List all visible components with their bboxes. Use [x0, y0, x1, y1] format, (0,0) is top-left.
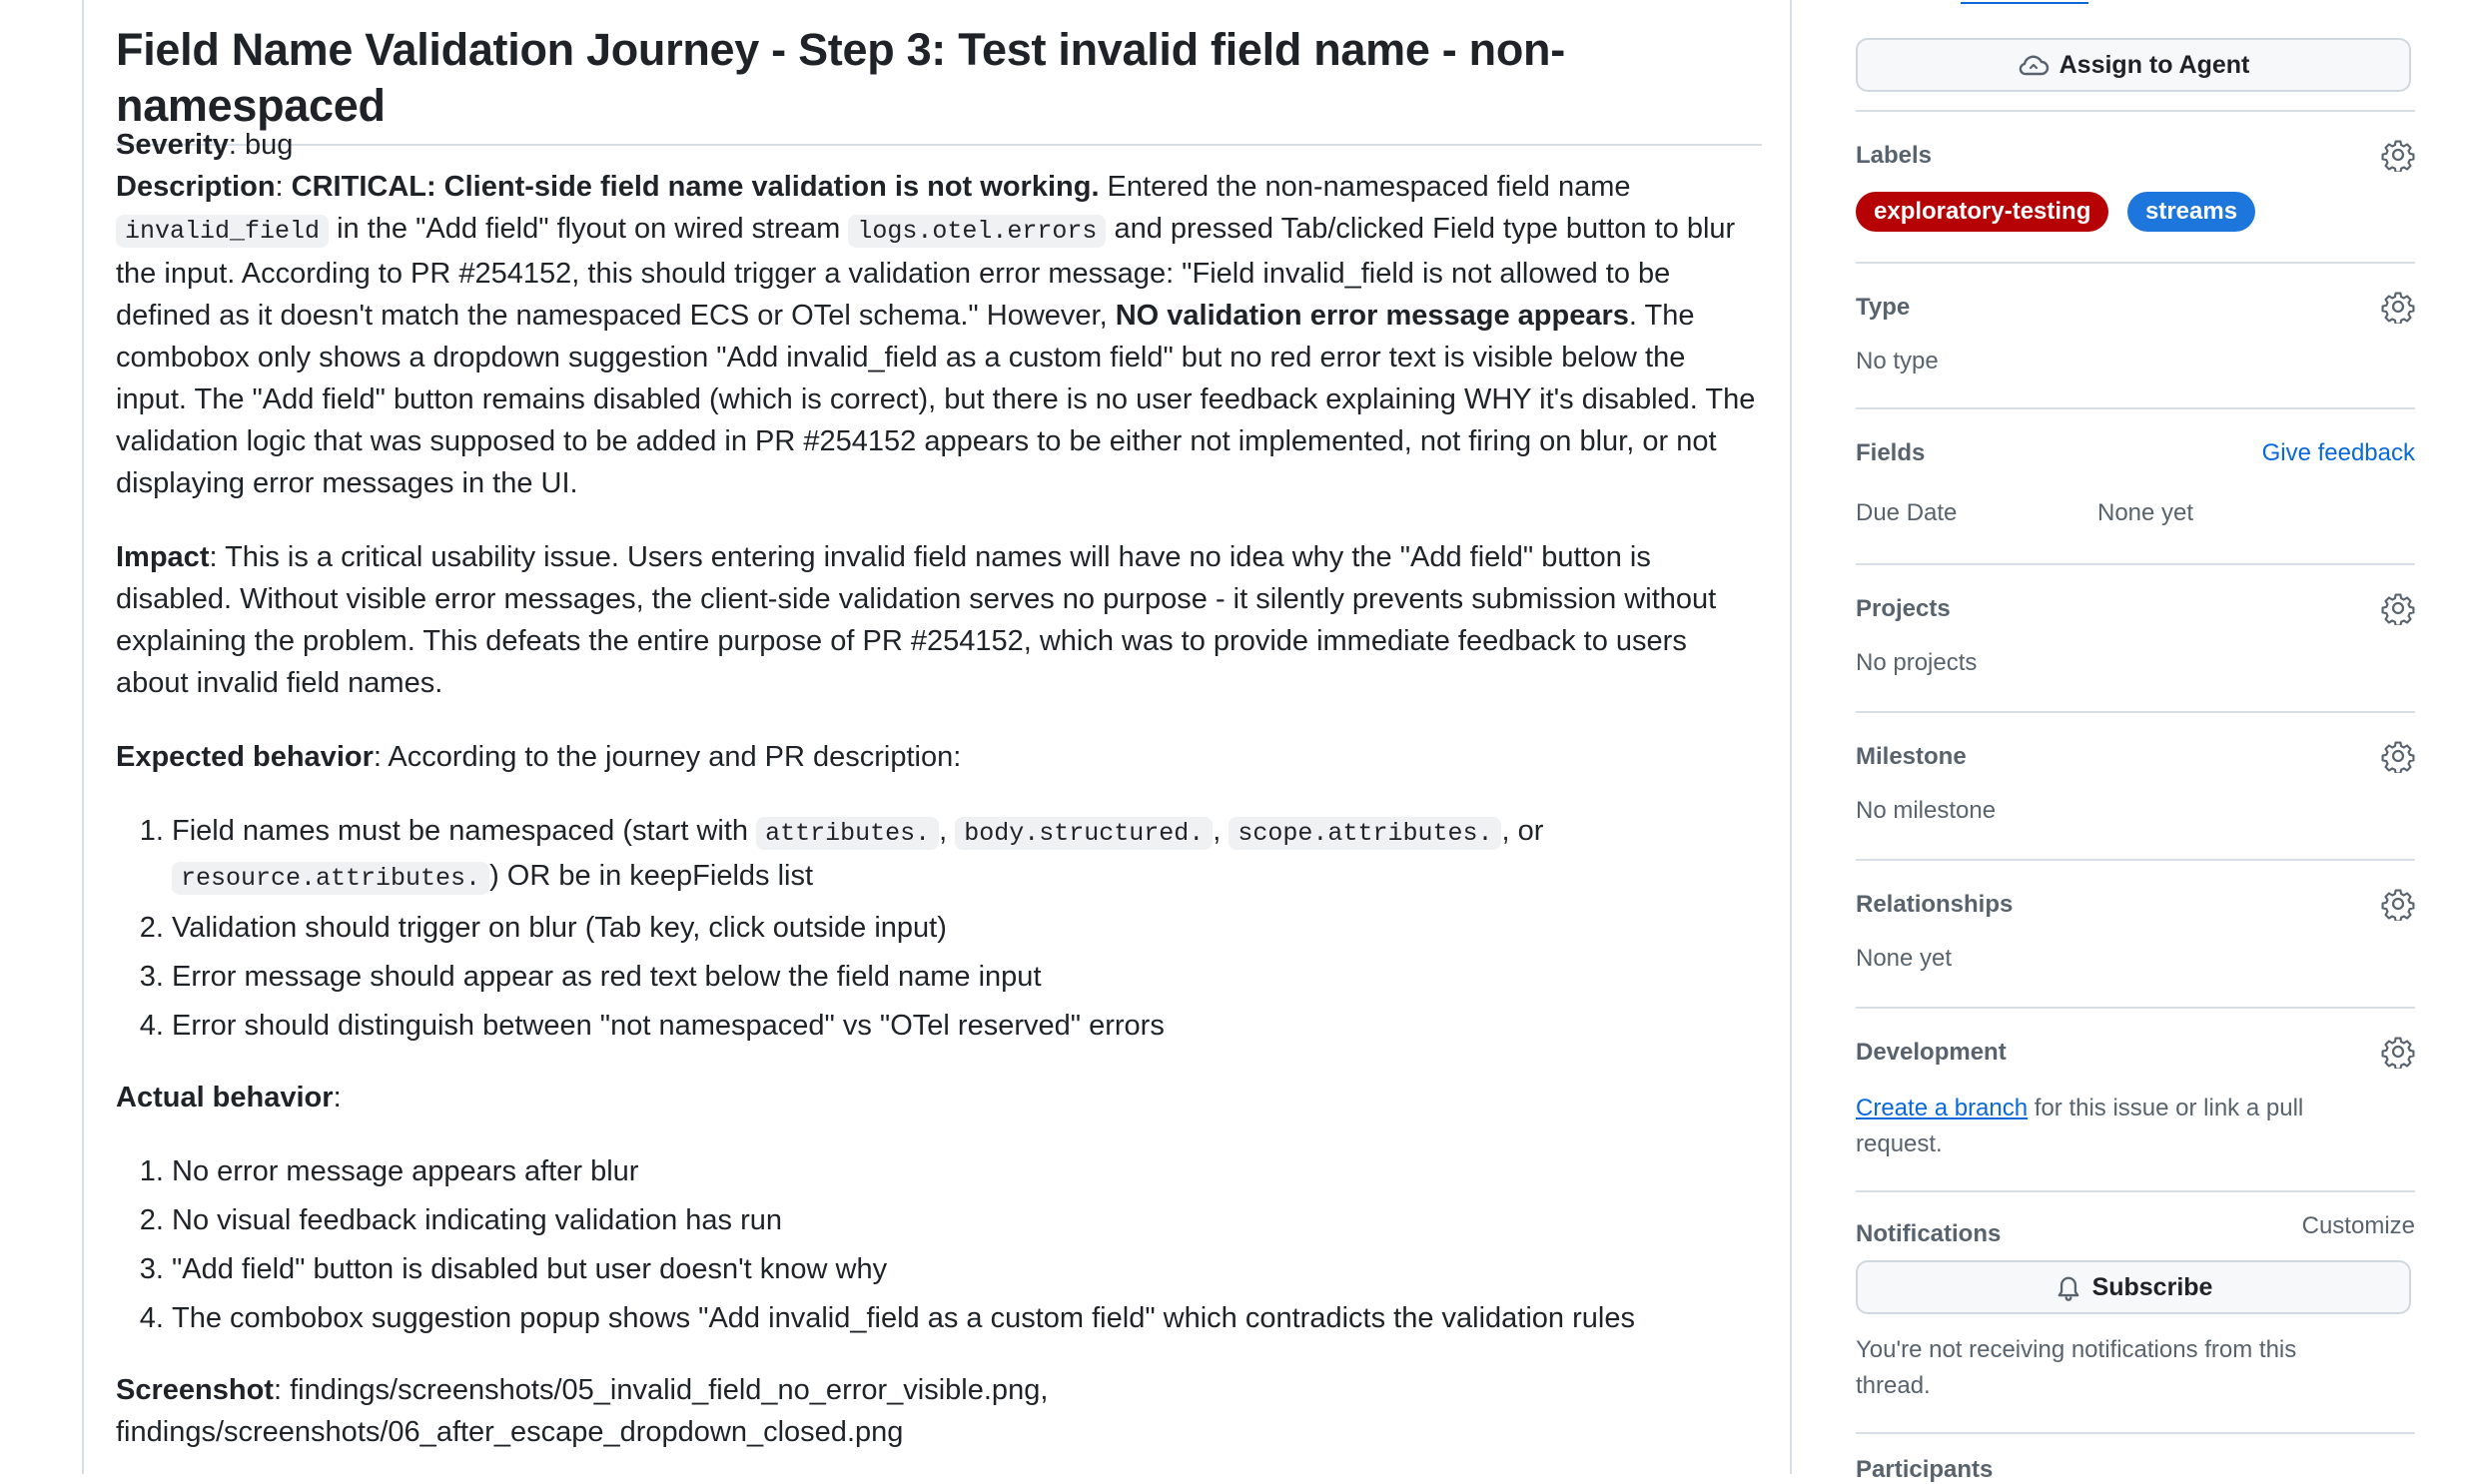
code-body-structured: body.structured. [955, 817, 1213, 850]
divider [1856, 1432, 2415, 1434]
development-title[interactable]: Development [1856, 1039, 2007, 1066]
projects-gear-icon[interactable] [2381, 591, 2415, 625]
screenshot-text-1: : findings/screenshots/05_invalid_field_no_error_visible.png, [273, 1374, 1049, 1406]
description-label: Description [116, 171, 276, 203]
list-item [172, 810, 1762, 900]
development-gear-icon[interactable] [2381, 1035, 2415, 1069]
subscribe-label: Subscribe [2091, 1272, 2213, 1301]
content-left-border [82, 0, 84, 1474]
expected-paragraph [116, 736, 1762, 778]
assign-to-agent-label: Assign to Agent [2058, 50, 2250, 79]
code-invalid-field: invalid_field [116, 215, 329, 248]
type-title[interactable]: Type [1856, 294, 1911, 321]
actual-paragraph [116, 1077, 1762, 1118]
actual-list [116, 1150, 1762, 1339]
label-exploratory-testing[interactable]: exploratory-testing [1856, 192, 2108, 232]
expected-1-tail: ) OR be in keepFields list [489, 860, 814, 892]
description-no-error: NO validation error message appears [1115, 300, 1629, 332]
label-streams[interactable]: streams [2127, 192, 2255, 232]
impact-label: Impact [116, 541, 210, 573]
code-scope-attributes: scope.attributes. [1229, 817, 1501, 850]
divider [1856, 711, 2415, 713]
relationships-value: None yet [1856, 945, 1953, 972]
divider [1856, 407, 2415, 409]
divider [1856, 859, 2415, 861]
development-text [1856, 1091, 2375, 1162]
actual-label: Actual behavior [116, 1082, 334, 1113]
top-link-underline[interactable] [1961, 0, 2088, 4]
description-text-1: Entered the non-namespaced field name [1099, 171, 1631, 203]
type-value: No type [1856, 348, 1939, 374]
milestone-gear-icon[interactable] [2381, 739, 2415, 773]
type-gear-icon[interactable] [2381, 290, 2415, 324]
expected-text: : According to the journey and PR description: [373, 741, 962, 773]
bell-icon [2054, 1272, 2082, 1302]
fields-title: Fields [1856, 439, 1926, 466]
list-item: 4. The combobox suggestion popup shows "Add invalid_field as a custom field" which contradicts the validation rules [172, 1297, 1762, 1339]
expected-list [116, 810, 1762, 1047]
expected-label: Expected behavior [116, 741, 374, 773]
create-branch-link[interactable]: Create a branch [1856, 1095, 2029, 1121]
severity-value: : bug [228, 129, 294, 161]
cloud-agent-icon [2018, 52, 2050, 78]
screenshot-text-2: findings/screenshots/06_after_escape_dropdown_closed.png [116, 1416, 904, 1448]
severity-label: Severity [116, 129, 229, 161]
milestone-value: No milestone [1856, 797, 1997, 824]
list-item: 4. Error should distinguish between "not namespaced" vs "OTel reserved" errors [172, 1005, 1762, 1047]
issue-description [116, 124, 1762, 1453]
divider [1856, 563, 2415, 565]
description-text-2: in the "Add field" flyout on wired stream [329, 213, 849, 245]
list-item: 3. "Add field" button is disabled but user doesn't know why [172, 1248, 1762, 1290]
development-description: for this issue or link a pull request. [1856, 1095, 2304, 1157]
description-paragraph [116, 166, 1762, 504]
separator-comma: , [939, 815, 956, 847]
divider [1856, 110, 2415, 112]
labels-gear-icon[interactable] [2381, 138, 2415, 172]
milestone-title[interactable]: Milestone [1856, 743, 1967, 770]
code-stream-name: logs.otel.errors [848, 215, 1106, 248]
divider [1856, 262, 2415, 264]
impact-text: : This is a critical usability issue. Users entering invalid field names will have no idea why the "Add field" button is disabled. Without visible error messages, the client-side validation serves no purpose - it silently prevents submission without explaining the problem. This defeats the entire purpose of PR #254152, which was to provide immediate feedback to users about invalid field names. [116, 541, 1717, 699]
code-resource-attributes: resource.attributes. [172, 862, 489, 895]
relationships-title[interactable]: Relationships [1856, 891, 2014, 918]
due-date-label: Due Date [1856, 499, 1958, 526]
issue-title: Field Name Validation Journey - Step 3: Test invalid field name - non-namespaced [116, 22, 1762, 146]
actual-colon: : [333, 1082, 342, 1113]
code-attributes: attributes. [756, 817, 939, 850]
assign-to-agent-button[interactable] [1856, 38, 2411, 92]
projects-title[interactable]: Projects [1856, 595, 1951, 622]
divider [1856, 1007, 2415, 1009]
expected-1-text: Field names must be namespaced (start with [172, 815, 757, 847]
severity-paragraph [116, 124, 1762, 166]
participants-title: Participants [1856, 1456, 1994, 1483]
customize-link[interactable]: Customize [2301, 1212, 2415, 1239]
list-item: 2. No visual feedback indicating validation has run [172, 1199, 1762, 1241]
description-critical: CRITICAL: Client-side field name validation is not working. [291, 171, 1100, 203]
impact-paragraph [116, 536, 1762, 704]
projects-value: No projects [1856, 649, 1978, 676]
give-feedback-link[interactable]: Give feedback [2261, 439, 2415, 466]
screenshot-paragraph [116, 1369, 1762, 1453]
notifications-title: Notifications [1856, 1220, 2002, 1247]
relationships-gear-icon[interactable] [2381, 887, 2415, 921]
separator-or: , or [1501, 815, 1544, 847]
list-item: 1. No error message appears after blur [172, 1150, 1762, 1192]
list-item: 2. Validation should trigger on blur (Tab key, click outside input) [172, 907, 1762, 949]
content-right-border [1790, 0, 1792, 1474]
description-colon: : [275, 171, 292, 203]
notification-status-text: You're not receiving notifications from this thread. [1856, 1336, 2297, 1399]
due-date-value[interactable]: None yet [2097, 499, 2194, 526]
description-text-3: and pressed Tab/clicked Field type button to blur the input. According to PR #254152, this should trigger a validation error message: "Field invalid_field is not allowed to be defined as it doesn't match the namespaced ECS or OTel schema." However, [116, 213, 1736, 332]
list-item: 3. Error message should appear as red text below the field name input [172, 956, 1762, 998]
labels-title[interactable]: Labels [1856, 142, 1933, 169]
separator-comma: , [1213, 815, 1230, 847]
screenshot-label: Screenshot [116, 1374, 274, 1406]
subscribe-button[interactable] [1856, 1260, 2411, 1314]
description-text-4: . The combobox only shows a dropdown suggestion "Add invalid_field as a custom field" but no red error text is visible below the input. The "Add field" button remains disabled (which is correct), but there is no user feedback explaining WHY it's disabled. The validation logic that was supposed to be added in PR #254152 appears to be either not implemented, not firing on blur, or not displaying error messages in the UI. [116, 300, 1756, 499]
divider [1856, 1190, 2415, 1192]
